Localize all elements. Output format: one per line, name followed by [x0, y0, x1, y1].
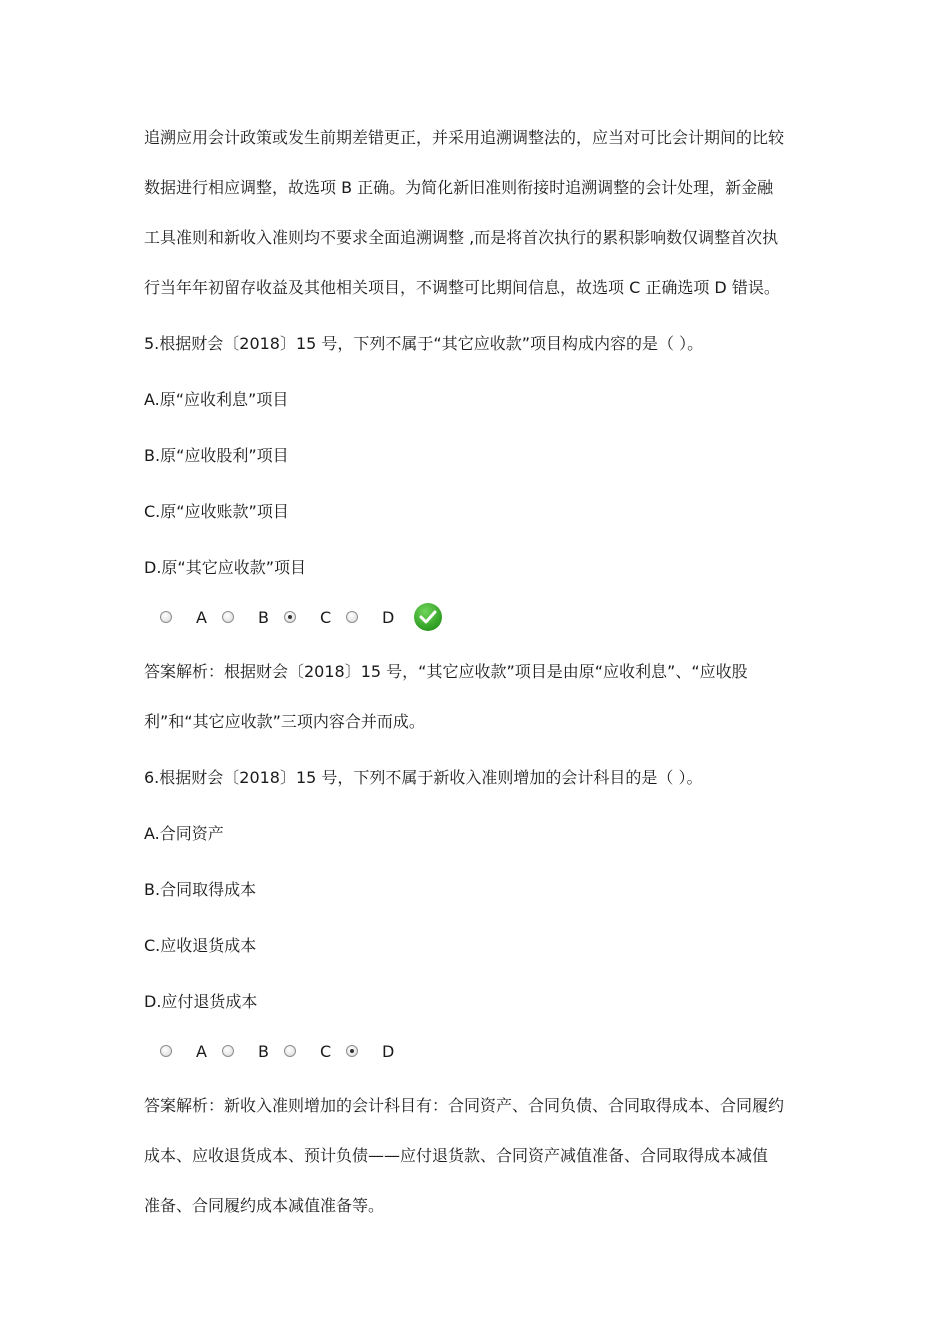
q6-radio-c[interactable]: C [284, 1042, 330, 1061]
radio-icon [284, 1045, 296, 1057]
q6-analysis-line-2: 成本、应收退货成本、预计负债——应付退货款、合同资产减值准备、合同取得成本减值 [144, 1146, 769, 1165]
q6-option-c: C.应收退货成本 [144, 936, 257, 955]
radio-icon [346, 611, 358, 623]
q6-radio-a[interactable]: A [160, 1042, 206, 1061]
q5-answer-radios [160, 602, 442, 632]
question-5: 5.根据财会〔2018〕15 号，下列不属于“其它应收款”项目构成内容的是（ ）。 [144, 334, 704, 353]
q5-option-d: D.原“其它应收款”项目 [144, 558, 306, 577]
q6-analysis-line-3: 准备、合同履约成本减值准备等。 [144, 1196, 385, 1215]
radio-icon [222, 1045, 234, 1057]
radio-icon [160, 611, 172, 623]
q5-analysis-line-1: 答案解析：根据财会〔2018〕15 号，“其它应收款”项目是由原“应收利息”、“应收股 [144, 662, 748, 681]
radio-icon [160, 1045, 172, 1057]
q6-option-d: D.应付退货成本 [144, 992, 258, 1011]
radio-icon [222, 611, 234, 623]
q5-option-c: C.原“应收账款”项目 [144, 502, 289, 521]
q5-radio-c[interactable]: C [284, 608, 330, 627]
intro-line-1: 追溯应用会计政策或发生前期差错更正，并采用追溯调整法的，应当对可比会计期间的比较 [144, 128, 785, 147]
q5-radio-b[interactable]: B [222, 608, 268, 627]
radio-checked-icon [346, 1045, 358, 1057]
question-6: 6.根据财会〔2018〕15 号，下列不属于新收入准则增加的会计科目的是（ ）。 [144, 768, 703, 787]
q6-option-b: B.合同取得成本 [144, 880, 257, 899]
intro-line-3: 工具准则和新收入准则均不要求全面追溯调整 ,而是将首次执行的累积影响数仅调整首次执 [144, 228, 779, 247]
q5-option-b: B.原“应收股利”项目 [144, 446, 289, 465]
q6-radio-b[interactable]: B [222, 1042, 268, 1061]
q5-radio-a[interactable]: A [160, 608, 206, 627]
q5-radio-d[interactable]: D [346, 608, 392, 627]
q6-radio-d[interactable]: D [346, 1042, 392, 1061]
q6-answer-radios [160, 1036, 408, 1066]
q6-option-a: A.合同资产 [144, 824, 224, 843]
radio-checked-icon [284, 611, 296, 623]
q6-analysis-line-1: 答案解析：新收入准则增加的会计科目有：合同资产、合同负债、合同取得成本、合同履约 [144, 1096, 785, 1115]
q5-option-a: A.原“应收利息”项目 [144, 390, 289, 409]
intro-line-4: 行当年年初留存收益及其他相关项目，不调整可比期间信息，故选项 C 正确选项 D 错误。 [144, 278, 780, 297]
q5-analysis-line-2: 利”和“其它应收款”三项内容合并而成。 [144, 712, 425, 731]
intro-line-2: 数据进行相应调整，故选项 B 正确。为简化新旧准则衔接时追溯调整的会计处理，新金融 [144, 178, 774, 197]
check-circle-icon [414, 603, 442, 631]
